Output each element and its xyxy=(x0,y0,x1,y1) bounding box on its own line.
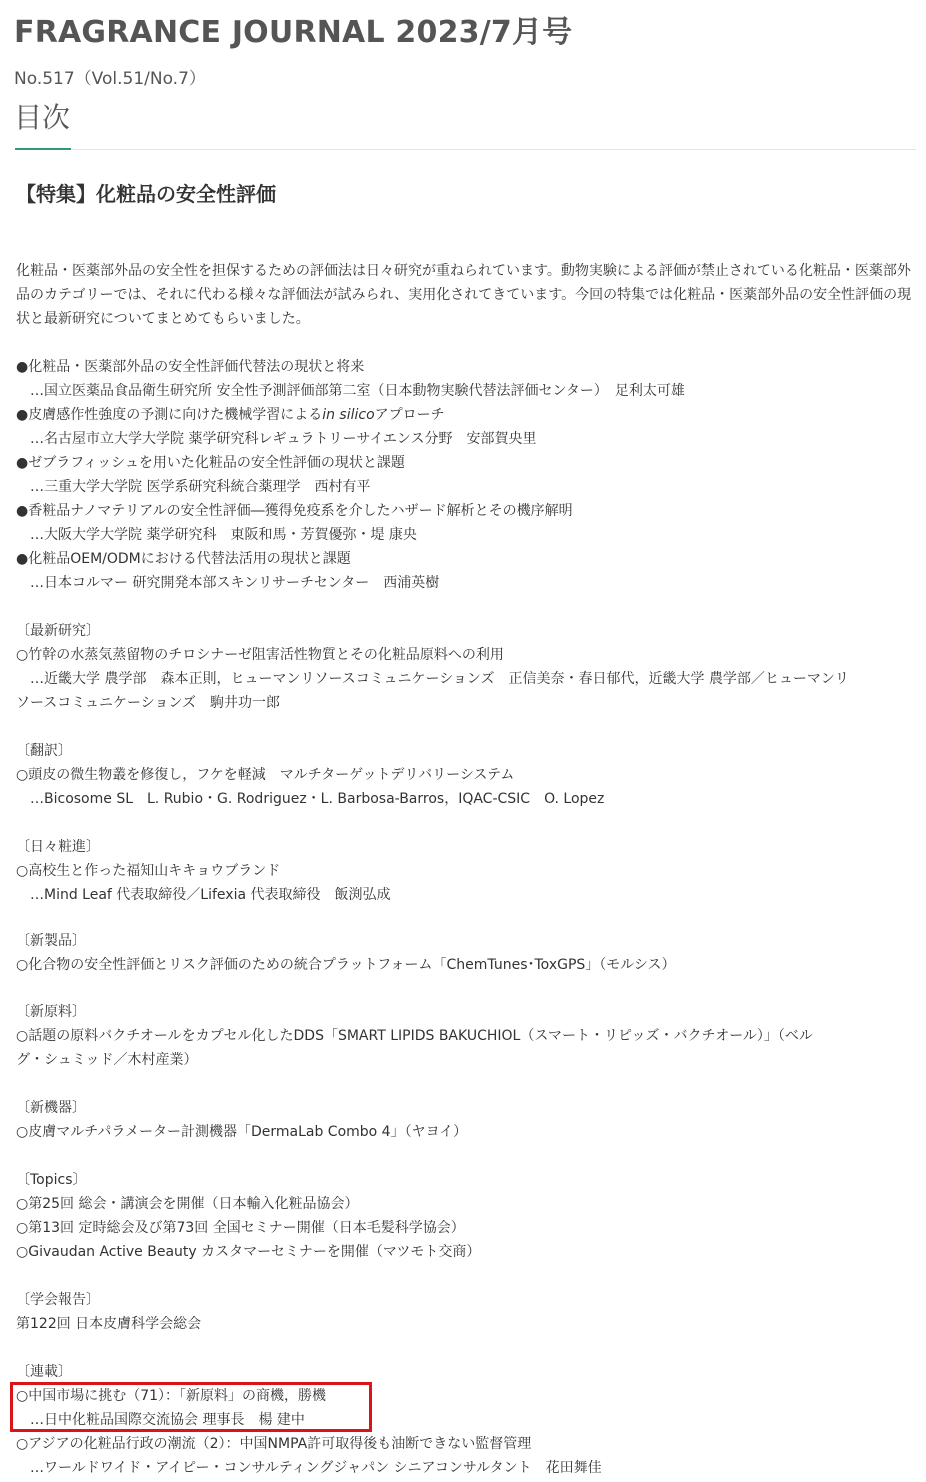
feature-article-author: …国立医薬品食品衛生研究所 安全性予測評価部第二室（日本動物実験代替法評価センター） 足利太可雄 xyxy=(30,383,685,399)
feature-article-title: ●香粧品ナノマテリアルの安全性評価―獲得免疫系を介したハザード解析とその機序解明 xyxy=(16,503,573,519)
feature-article-title: ●化粧品OEM/ODMにおける代替法活用の現状と課題 xyxy=(16,551,351,567)
section-item: ○皮膚マルチパラメーター計測機器「DermaLab Combo 4」（ヤヨイ） xyxy=(16,1124,468,1140)
section-item-author: …日中化粧品国際交流協会 理事長 楊 建中 xyxy=(30,1412,305,1428)
section-label: 〔学会報告〕 xyxy=(16,1292,100,1308)
section-item: グ・シュミッド／木村産業） xyxy=(16,1052,198,1068)
feature-article-author: …名古屋市立大学大学院 薬学研究科レギュラトリーサイエンス分野 安部賀央里 xyxy=(30,431,537,447)
title-text: アプローチ xyxy=(374,407,445,423)
section-item: ○竹幹の水蒸気蒸留物のチロシナーゼ阻害活性物質とその化粧品原料への利用 xyxy=(16,647,504,663)
section-item: ○化合物の安全性評価とリスク評価のための統合プラットフォーム「ChemTunes･ToxGPS」（モルシス） xyxy=(16,957,676,973)
section-item: ○頭皮の微生物叢を修復し，フケを軽減 マルチターゲットデリバリーシステム xyxy=(16,767,515,783)
section-item: ○第13回 定時総会及び第73回 全国セミナー開催（日本毛髪科学協会） xyxy=(16,1220,465,1236)
section-item-author: …近畿大学 農学部 森本正則，ヒューマンリソースコミュニケーションズ 正信美奈・春日郁代，近畿大学 農学部／ヒューマンリ xyxy=(30,671,849,687)
section-item: ○中国市場に挑む（71）：「新原料」の商機，勝機 xyxy=(16,1388,327,1404)
feature-article-title: ●化粧品・医薬部外品の安全性評価代替法の現状と将来 xyxy=(16,359,365,375)
issue-number: No.517（Vol.51/No.7） xyxy=(14,69,206,89)
title-text: ●皮膚感作性強度の予測に向けた機械学習による xyxy=(16,407,323,423)
section-item-author: …ワールドワイド・アイピー・コンサルティングジャパン シニアコンサルタント 花田舞佳 xyxy=(30,1460,602,1476)
section-label: 〔新製品〕 xyxy=(16,933,86,949)
section-label: 〔連載〕 xyxy=(16,1364,72,1380)
heading-accent-rule xyxy=(15,148,71,150)
section-label: 〔最新研究〕 xyxy=(16,623,100,639)
section-item: ○アジアの化粧品行政の潮流（2）：中国NMPA許可取得後も油断できない監督管理 xyxy=(16,1436,532,1452)
section-item-author: …Bicosome SL L. Rubio・G. Rodriguez・L. Barbosa-Barros，IQAC-CSIC O. Lopez xyxy=(30,791,605,807)
section-label: 〔翻訳〕 xyxy=(16,743,72,759)
section-item: ○第25回 総会・講演会を開催（日本輸入化粧品協会） xyxy=(16,1196,359,1212)
toc-heading: 目次 xyxy=(14,101,71,134)
feature-article-author: …日本コルマー 研究開発本部スキンリサーチセンター 西浦英樹 xyxy=(30,575,440,591)
section-item: ○高校生と作った福知山キキョウブランド xyxy=(16,863,281,879)
section-item-author: ソースコミュニケーションズ 駒井功一郎 xyxy=(16,695,281,711)
section-label: 〔新原料〕 xyxy=(16,1004,86,1020)
heading-divider xyxy=(15,149,916,150)
section-item: ○Givaudan Active Beauty カスタマーセミナーを開催（マツモト交商） xyxy=(16,1244,481,1260)
feature-intro: 化粧品・医薬部外品の安全性を担保するための評価法は日々研究が重ねられています。動物実験による評価が禁止されている化粧品・医薬部外品のカテゴリーでは、それに代わる様々な評価法が試みられ、実用化されてきています。今回の特集では化粧品・医薬部外品の安全性評価の現状と最新研究についてまとめてもらいました。 xyxy=(16,263,912,327)
section-item: ○話題の原料バクチオールをカプセル化したDDS「SMART LIPIDS BAKUCHIOL（スマート・リピッズ・バクチオール）」（ベル xyxy=(16,1028,813,1044)
page-title: FRAGRANCE JOURNAL 2023/7月号 xyxy=(14,15,573,50)
feature-article-author: …三重大学大学院 医学系研究科統合薬理学 西村有平 xyxy=(30,479,371,495)
title-italic-text: in silico xyxy=(322,407,375,423)
feature-article-author: …大阪大学大学院 薬学研究科 東阪和馬・芳賀優弥・堤 康央 xyxy=(30,527,417,543)
section-item: 第122回 日本皮膚科学会総会 xyxy=(16,1316,202,1332)
section-item-author: …Mind Leaf 代表取締役／Lifexia 代表取締役 飯渕弘成 xyxy=(30,887,391,903)
feature-article-title: ●ゼブラフィッシュを用いた化粧品の安全性評価の現状と課題 xyxy=(16,455,405,471)
section-label: 〔新機器〕 xyxy=(16,1100,86,1116)
section-label: 〔日々粧進〕 xyxy=(16,839,100,855)
section-label: 〔Topics〕 xyxy=(16,1172,87,1188)
feature-article-title xyxy=(16,403,445,427)
feature-title: 【特集】化粧品の安全性評価 xyxy=(16,182,276,206)
